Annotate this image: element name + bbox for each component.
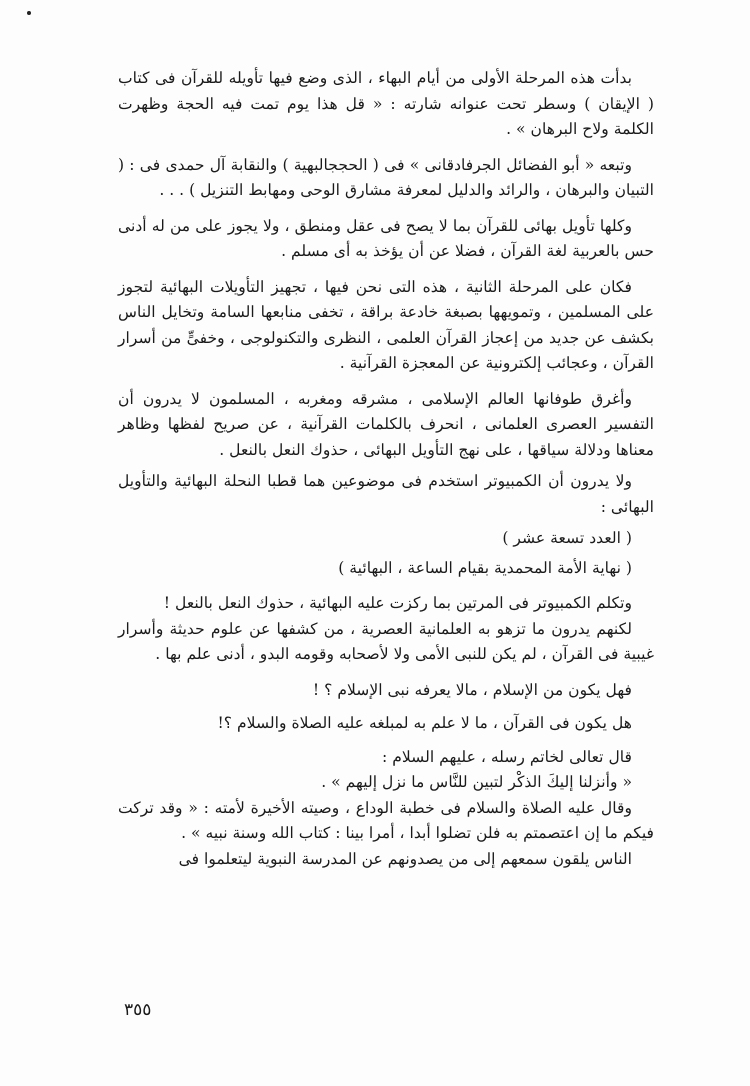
paragraph: وأغرق طوفانها العالم الإسلامى ، مشرقه ومغربه ، المسلمون لا يدرون أن التفسير العصرى العلمانى ، انحرف بالكلمات القرآنية ، عن صريح لفظها وظاهر معناها ودلالة سياقها ، على نهج التأويل البهائى ، حذوك النعل بالنعل . (118, 389, 654, 459)
page-number: ٣٥٥ (124, 1000, 152, 1020)
scan-speck (27, 11, 31, 15)
list-item: ( العدد تسعة عشر ) (502, 529, 632, 547)
topic-list (118, 526, 632, 581)
paragraph: بدأت هذه المرحلة الأولى من أيام البهاء ، الذى وضع فيها تأويله للقرآن فى كتاب ( الإيقان ) وسطر تحت عنوانه شارته : « قل هذا يوم تمت فيه الحجة وظهرت الكلمة ولاح البرهان » . (118, 69, 654, 138)
page-body (118, 66, 654, 872)
quote-intro: قال تعالى لخاتم رسله ، عليهم السلام : (382, 747, 632, 766)
paragraph: وكلها تأويل بهائى للقرآن بما لا يصح فى عقل ومنطق ، ولا يجوز على من له أدنى حس بالعربية لغة القرآن ، فضلا عن أن يؤخذ به أى مسلم . (118, 216, 654, 260)
paragraph: الناس يلقون سمعهم إلى من يصدونهم عن المدرسة النبوية ليتعلموا فى (178, 849, 632, 868)
paragraph: لكنهم يدرون ما تزهو به العلمانية العصرية ، من كشفها عن علوم حديثة وأسرار غيبية فى القرآن ، لم يكن للنبى الأمى ولا لأصحابه وقومه البدو ، أدنى علم بها . (118, 619, 654, 663)
paragraph: وقال عليه الصلاة والسلام فى خطبة الوداع ، وصيته الأخيرة لأمته : « وقد تركت فيكم ما إن اعتصمتم به فلن تضلوا أبدا ، أمرا بينا : كتاب الله وسنة نبيه » . (118, 798, 654, 842)
paragraph: وتبعه « أبو الفضائل الجرفادقانى » فى ( الحججالبهية ) والنقابة آل حمدى فى : ( التبيان والبرهان ، والرائد والدليل لمعرفة مشارق الوحى ومهابط التنزيل ) . . . (118, 155, 654, 199)
question-line: فهل يكون من الإسلام ، مالا يعرفه نبى الإسلام ؟ ! (312, 680, 632, 699)
paragraph: فكان على المرحلة الثانية ، هذه التى نحن فيها ، تجهيز التأويلات البهائية لتجوز على المسلمين ، وتمويهها بصبغة خادعة براقة ، تخفى منابعها السامة وتخايل الناس بكشف عن جديد من إعجاز القرآن العلمى ، النظرى والتكنولوجى ، وخفىٍّ من أسرار القرآن ، وعجائب إلكترونية عن المعجزة القرآنية . (118, 277, 654, 372)
paragraph: وتكلم الكمبيوتر فى المرتين بما ركزت عليه البهائية ، حذوك النعل بالنعل ! (163, 594, 632, 612)
list-item: ( نهاية الأمة المحمدية بقيام الساعة ، البهائية ) (338, 558, 632, 577)
question-line: هل يكون فى القرآن ، ما لا علم به لمبلغه عليه الصلاة والسلام ؟! (217, 714, 632, 732)
quran-quote: « وأنزلنا إليكَ الذكْر لتبين للنَّاس ما نزل إليهم » . (321, 773, 632, 791)
paragraph: ولا يدرون أن الكمبيوتر استخدم فى موضوعين هما قطبا النحلة البهائية والتأويل البهائى : (118, 472, 654, 516)
